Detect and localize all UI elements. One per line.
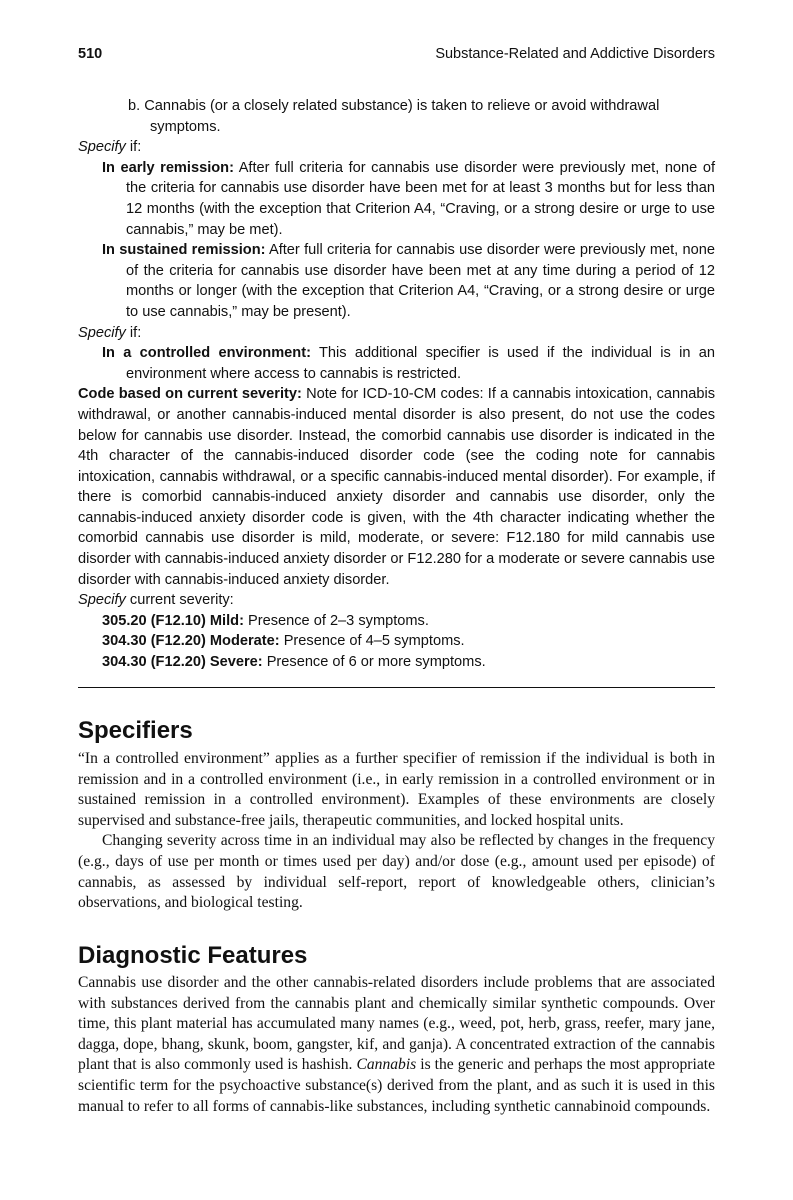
running-title: Substance-Related and Addictive Disorders — [435, 46, 715, 62]
criteria-end-rule — [78, 687, 715, 688]
diagnostic-italic-term: Cannabis — [356, 1056, 417, 1074]
severity-mild — [102, 611, 715, 632]
running-header — [78, 46, 715, 66]
specify-italic: Specify — [78, 139, 126, 156]
specify-rest: if: — [125, 324, 142, 341]
specify-italic: Specify — [78, 592, 126, 609]
early-remission-label: In early remission: — [102, 159, 234, 176]
code-severity-label: Code based on current severity: — [78, 386, 302, 403]
controlled-environment-label: In a controlled environment: — [102, 345, 311, 362]
specifiers-paragraph-2: Changing severity across time in an individual may also be reflected by changes in the frequency (e.g., days of use per month or times used per day) and/or dose (e.g., amount used per episode) of cannabis, as assessed by individual self-report, report of knowledgeable others, clinician’s observations, and biological testing. — [78, 832, 715, 912]
specify-severity — [78, 590, 715, 611]
page-number: 510 — [78, 46, 103, 62]
severity-text: Presence of 6 or more symptoms. — [262, 654, 486, 671]
specify-if-1 — [78, 137, 715, 158]
criterion-b: b. Cannabis (or a closely related substance) is taken to relieve or avoid withdrawal symptoms. — [128, 98, 660, 135]
diagnostic-features-body — [78, 973, 715, 1117]
sustained-remission-text: After full criteria for cannabis use disorder were previously met, none of the criteria for cannabis use disorder have been met at any time during a period of 12 months or longer (with the exception that Criterion A4, “Craving, or a strong desire or urge to use cannabis,” may be present). — [126, 242, 715, 320]
controlled-environment-specifier — [78, 343, 715, 384]
sustained-remission-label: In sustained remission: — [102, 242, 266, 259]
severity-text: Presence of 4–5 symptoms. — [279, 633, 465, 650]
severity-severe — [102, 652, 715, 673]
diagnostic-text-a: Cannabis use disorder and the other cannabis-related disorders include problems that are associated with substances derived from the cannabis plant and chemically similar synthetic compounds. Over time, this plant material has accumulated many names (e.g., weed, pot, herb, grass, reefer, mary jane, dagga, dope, bhang, skunk, boom, gangster, kif, and ganja). A concentrated extraction of the cannabis plant that is also commonly used is hashish. — [78, 974, 715, 1074]
severity-label: 304.30 (F12.20) Severe: — [102, 654, 263, 671]
specify-rest: if: — [125, 139, 142, 156]
early-remission-text: After full criteria for cannabis use disorder were previously met, none of the criteria for cannabis use disorder have been met for at least 3 months but for less than 12 months (with the exception that Criterion A4, “Craving, or a strong desire or urge to use cannabis,” may be met). — [126, 159, 715, 238]
code-severity-text: Note for ICD-10-CM codes: If a cannabis intoxication, cannabis withdrawal, or another cannabis-induced mental disorder is also present, do not use the codes below for cannabis use disorder. Instead, the comorbid cannabis use disorder is indicated in the 4th character of the cannabis-induced disorder code (see the coding note for cannabis intoxication, cannabis withdrawal, or a specific cannabis-induced mental disorder). For example, if there is comorbid cannabis-induced anxiety disorder and cannabis use disorder, only the cannabis-induced anxiety disorder code is given, with the 4th character indicating whether the comorbid cannabis use disorder is mild, moderate, or severe: F12.180 for mild cannabis use disorder with cannabis-induced anxiety disorder or F12.280 for a moderate or severe cannabis use disorder with cannabis-induced anxiety disorder. — [78, 386, 715, 588]
severity-text: Presence of 2–3 symptoms. — [243, 612, 429, 629]
code-severity-note — [78, 384, 715, 590]
specifiers-paragraph-1: “In a controlled environment” applies as a further specifier of remission if the individual is both in remission and in a controlled environment (i.e., in early remission in a controlled environment or in sustained remission in a controlled environment). Examples of these environments are closely supervised and substance-free jails, therapeutic communities, and locked hospital units. — [78, 750, 715, 829]
controlled-environment-text: This additional specifier is used if the individual is in an environment where access to cannabis is restricted. — [126, 345, 715, 382]
early-remission-specifier — [78, 158, 715, 240]
severity-moderate — [102, 631, 715, 652]
sustained-remission-specifier — [78, 240, 715, 322]
specify-if-2 — [78, 323, 715, 344]
severity-label: 305.20 (F12.10) Mild: — [102, 612, 244, 629]
specify-italic: Specify — [78, 324, 126, 341]
criteria-box — [78, 96, 715, 673]
diagnostic-text-b: is the generic and perhaps the most appropriate scientific term for the psychoactive substance(s) derived from the plant, and as such it is used in this manual to refer to all forms of cannabis-like substances, including synthetic cannabinoid compounds. — [78, 1056, 715, 1115]
specifiers-heading: Specifiers — [78, 717, 193, 744]
specify-rest: current severity: — [125, 592, 234, 609]
severity-list — [78, 611, 715, 673]
specifiers-body — [78, 749, 715, 914]
diagnostic-features-heading: Diagnostic Features — [78, 942, 308, 969]
severity-label: 304.30 (F12.20) Moderate: — [102, 633, 280, 650]
diagnostic-paragraph-1 — [78, 973, 715, 1117]
